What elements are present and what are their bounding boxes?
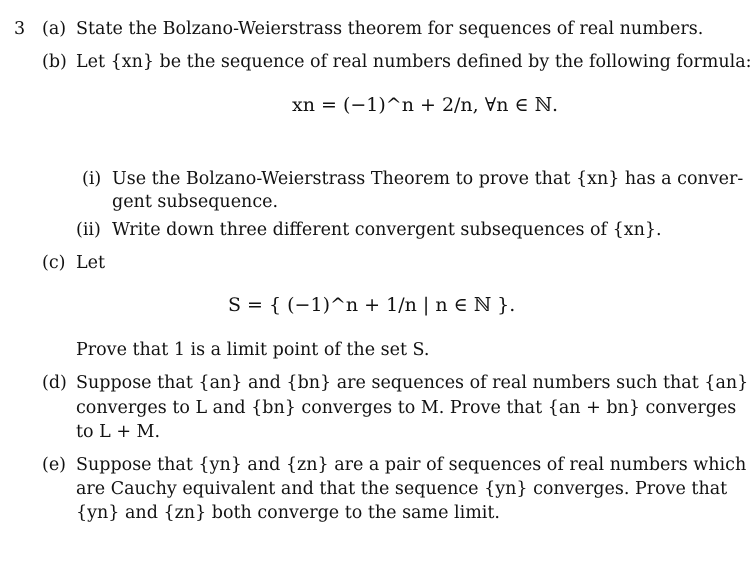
question-number: 3 (14, 19, 26, 39)
part-d-label: (d) (42, 373, 67, 393)
part-e-label: (e) (42, 455, 67, 475)
part-b-ii-text: Write down three different convergent subsequences of {xn}. (112, 220, 662, 240)
part-b-text: Let {xn} be the sequence of real numbers defined by the following formula: (76, 52, 752, 72)
part-e-line3: {yn} and {zn} both converge to the same limit. (76, 503, 500, 523)
part-b-equation: xn = (−1)^n + 2/n, ∀n ∈ ℕ. (292, 94, 558, 116)
part-e-line1: Suppose that {yn} and {zn} are a pair of sequences of real numbers which (76, 455, 747, 475)
part-e-line2: are Cauchy equivalent and that the sequence {yn} converges. Prove that (76, 479, 728, 499)
part-c-label: (c) (42, 253, 66, 273)
part-b-i-line2: gent subsequence. (112, 192, 279, 212)
part-b-label: (b) (42, 52, 67, 72)
part-c-prove: Prove that 1 is a limit point of the set S. (76, 340, 430, 360)
part-c-text: Let (76, 253, 106, 273)
part-c-set: S = { (−1)^n + 1/n | n ∈ ℕ }. (228, 294, 516, 316)
part-b-i-line1: Use the Bolzano-Weierstrass Theorem to prove that {xn} has a conver- (112, 169, 744, 189)
part-d-line1: Suppose that {an} and {bn} are sequences of real numbers such that {an} (76, 373, 749, 393)
part-a-text: State the Bolzano-Weierstrass theorem for sequences of real numbers. (76, 19, 704, 39)
part-d-line2: converges to L and {bn} converges to M. Prove that {an + bn} converges (76, 398, 737, 418)
part-a-label: (a) (42, 19, 67, 39)
part-b-ii-label: (ii) (76, 220, 101, 240)
part-d-line3: to L + M. (76, 422, 161, 442)
part-b-i-label: (i) (82, 169, 102, 189)
